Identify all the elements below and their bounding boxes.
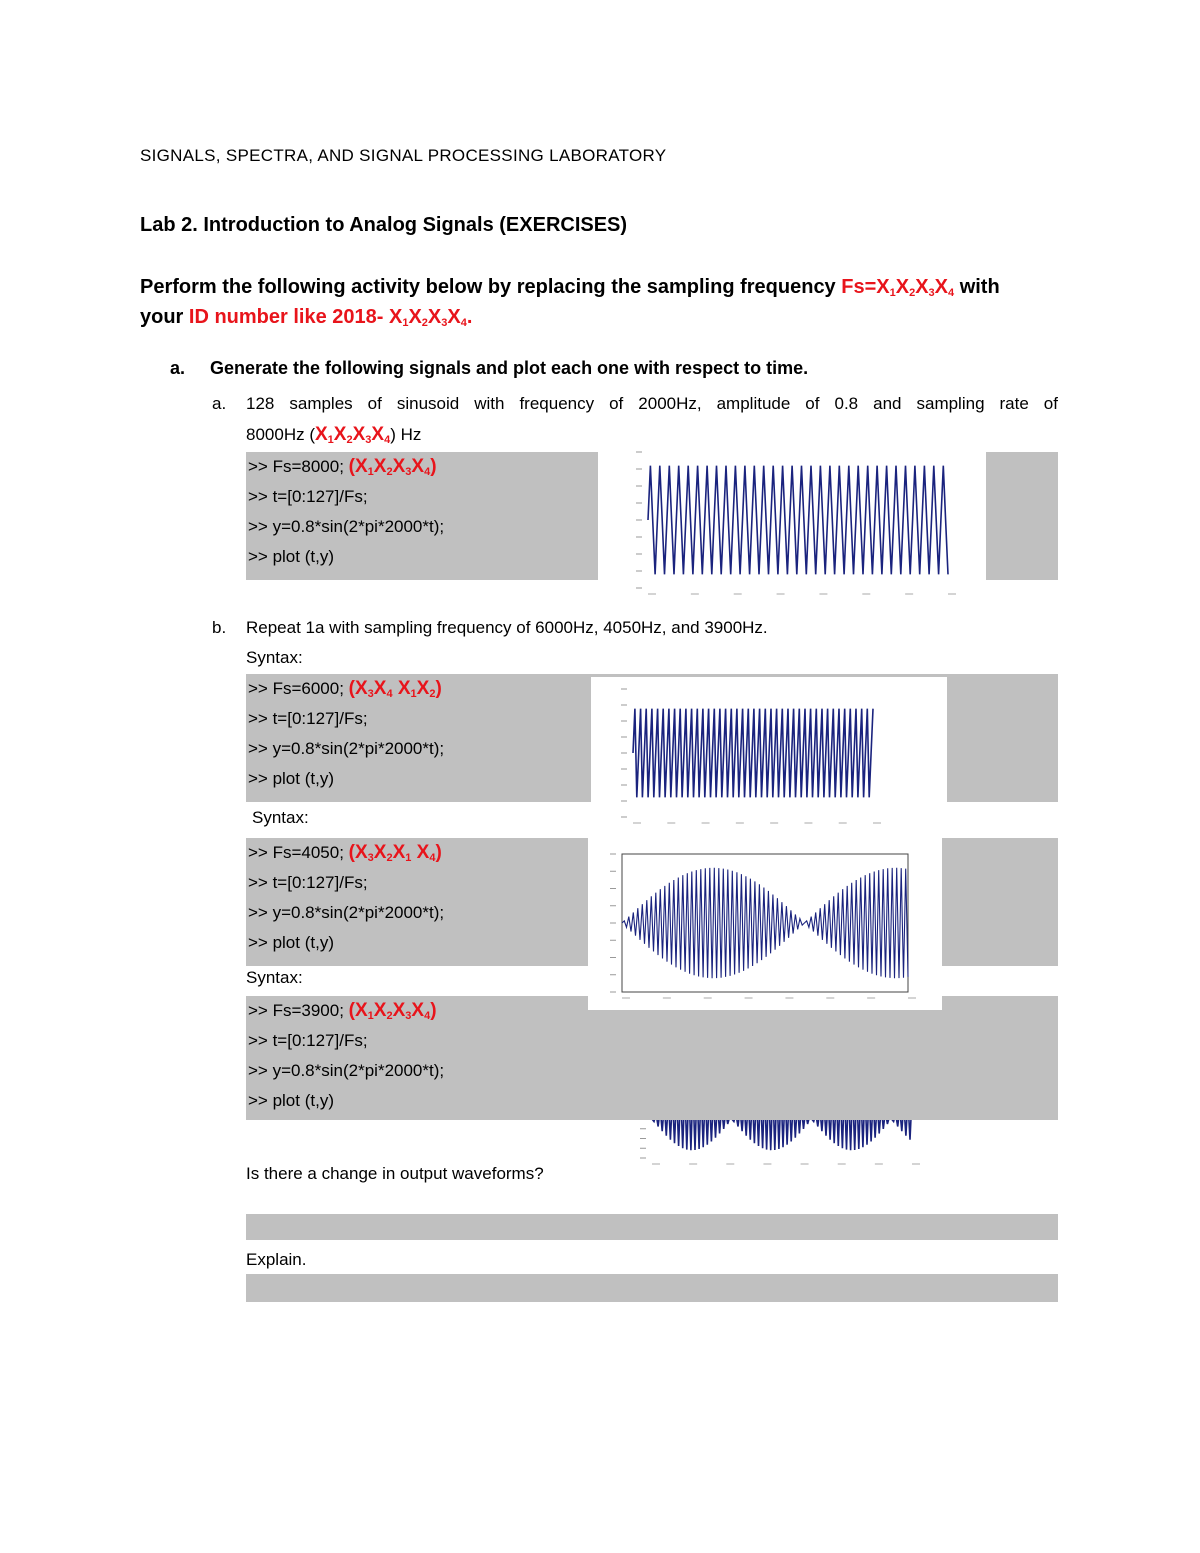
syntax-label-3: Syntax: bbox=[246, 968, 303, 987]
syntax-label-1: Syntax: bbox=[246, 648, 303, 667]
sub-item-b: b. Repeat 1a with sampling frequency of 6000Hz, 4050Hz, and 3900Hz. bbox=[212, 618, 768, 637]
list-marker: a. bbox=[170, 358, 186, 378]
instruction-paragraph: Perform the following activity below by replacing the sampling frequency $Fs=X_1X_2X_3X_4$ with your ID number like 2018- $X_1X_2X_3X_4$. bbox=[140, 276, 1000, 329]
answer-box-change[interactable] bbox=[246, 1214, 1058, 1240]
sub-item-a: a. 128 samples of sinusoid with frequency of 2000Hz, amplitude of 0.8 and sampling rate of 8000Hz $(X_1X_2X_3X_4)$ Hz bbox=[212, 394, 1058, 446]
plot-fs6000 bbox=[591, 677, 947, 837]
code-line-plot: >> plot (t,y) bbox=[248, 547, 334, 566]
code-line-y: >> y=0.8*sin(2*pi*2000*t); bbox=[248, 1061, 445, 1080]
plot-fs3900 bbox=[612, 1120, 930, 1166]
code-line-t: >> t=[0:127]/Fs; bbox=[248, 709, 368, 728]
waveform-line bbox=[622, 868, 908, 978]
code-line-plot: >> plot (t,y) bbox=[248, 1091, 334, 1110]
list-item-a bbox=[170, 358, 808, 379]
answer-box-explain[interactable] bbox=[246, 1274, 1058, 1302]
waveform-plot-1 bbox=[618, 440, 963, 600]
code-block-a-right-shade bbox=[986, 452, 1058, 580]
code-line-plot: >> plot (t,y) bbox=[248, 933, 334, 952]
code-block-b3 bbox=[246, 996, 1058, 1120]
code-line-fs: >> Fs=6000; ($X_3X_4$ $X_1X_2$) bbox=[248, 678, 442, 700]
code-line-fs: >> Fs=4050; ($X_3X_2X_1$ $X_4$) bbox=[248, 842, 442, 864]
explain-label: Explain. bbox=[246, 1250, 307, 1269]
syntax-label-2: Syntax: bbox=[252, 808, 309, 827]
waveform-line bbox=[648, 466, 948, 575]
question-text: Is there a change in output waveforms? bbox=[246, 1164, 544, 1183]
code-line-t: >> t=[0:127]/Fs; bbox=[248, 1031, 368, 1050]
waveform-plot-3 bbox=[588, 838, 942, 1010]
plot-fs4050 bbox=[588, 838, 942, 1010]
waveform-plot-2 bbox=[591, 677, 947, 837]
waveform-plot-4 bbox=[612, 1120, 930, 1166]
plot-fs8000 bbox=[618, 440, 963, 600]
waveform-line bbox=[652, 1120, 912, 1150]
code-line-y: >> y=0.8*sin(2*pi*2000*t); bbox=[248, 739, 445, 758]
waveform-line bbox=[633, 709, 873, 798]
code-line-t: >> t=[0:127]/Fs; bbox=[248, 487, 368, 506]
lab-title: Lab 2. Introduction to Analog Signals (EXERCISES) bbox=[140, 214, 628, 236]
list-item-text: Generate the following signals and plot each one with respect to time. bbox=[210, 358, 809, 378]
lab-header: SIGNALS, SPECTRA, AND SIGNAL PROCESSING LABORATORY bbox=[140, 146, 667, 165]
code-line-y: >> y=0.8*sin(2*pi*2000*t); bbox=[248, 903, 445, 922]
code-line-fs: >> Fs=3900; $(X_1X_2X_3X_4)$ bbox=[248, 1000, 437, 1022]
code-line-plot: >> plot (t,y) bbox=[248, 769, 334, 788]
code-line-fs: >> Fs=8000; $(X_1X_2X_3X_4)$ bbox=[248, 456, 437, 478]
code-line-y: >> y=0.8*sin(2*pi*2000*t); bbox=[248, 517, 445, 536]
code-block-a bbox=[246, 452, 598, 580]
code-line-t: >> t=[0:127]/Fs; bbox=[248, 873, 368, 892]
